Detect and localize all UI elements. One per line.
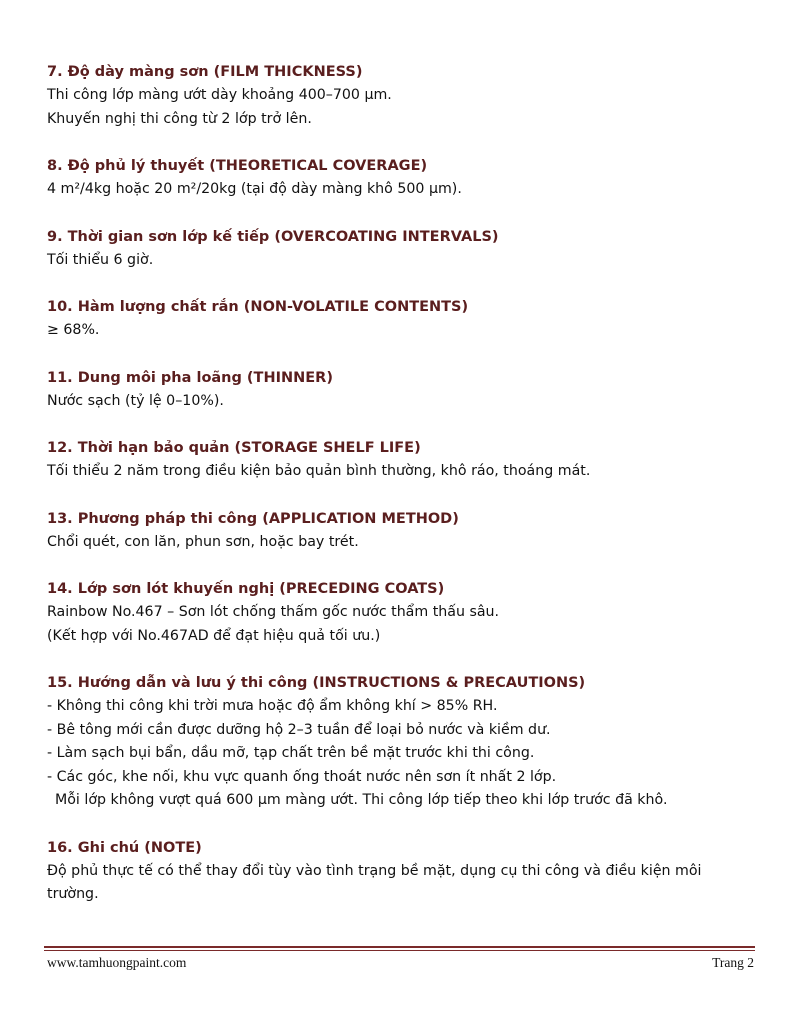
section-text: Thi công lớp màng ướt dày khoảng 400–700 µm. — [47, 87, 392, 103]
section-text: trường. — [47, 886, 99, 902]
footer-page-number: Trang 2 — [712, 955, 754, 970]
section-heading: 9. Thời gian sơn lớp kế tiếp (OVERCOATING INTERVALS) — [47, 228, 499, 245]
document-body — [47, 60, 767, 930]
section-theoretical-coverage — [47, 154, 767, 202]
section-text: Rainbow No.467 – Sơn lót chống thấm gốc nước thẩm thấu sâu. — [47, 604, 500, 620]
section-text: Độ phủ thực tế có thể thay đổi tùy vào tình trạng bề mặt, dụng cụ thi công và điều kiện môi — [47, 862, 702, 879]
section-heading: 14. Lớp sơn lót khuyến nghị (PRECEDING COATS) — [47, 581, 445, 597]
section-text: ≥ 68%. — [47, 322, 100, 338]
section-overcoating-intervals — [47, 225, 767, 273]
section-non-volatile-contents — [47, 295, 767, 343]
section-thinner — [47, 366, 767, 414]
section-heading: 7. Độ dày màng sơn (FILM THICKNESS) — [47, 64, 363, 80]
section-text: (Kết hợp với No.467AD để đạt hiệu quả tối ưu.) — [47, 627, 381, 644]
section-text: Khuyến nghị thi công từ 2 lớp trở lên. — [47, 110, 312, 127]
section-text: Mỗi lớp không vượt quá 600 µm màng ướt. Thi công lớp tiếp theo khi lớp trước đã khô. — [55, 792, 668, 808]
section-heading: 15. Hướng dẫn và lưu ý thi công (INSTRUCTIONS & PRECAUTIONS) — [47, 675, 586, 691]
section-heading: 11. Dung môi pha loãng (THINNER) — [47, 369, 333, 386]
section-application-method — [47, 507, 767, 555]
section-text: Tối thiểu 2 năm trong điều kiện bảo quản bình thường, khô ráo, thoáng mát. — [47, 463, 591, 479]
footer-divider — [44, 946, 755, 948]
section-heading: 13. Phương pháp thi công (APPLICATION METHOD) — [47, 510, 459, 527]
section-text: 4 m²/4kg hoặc 20 m²/20kg (tại độ dày màng khô 500 µm). — [47, 181, 462, 197]
section-heading: 16. Ghi chú (NOTE) — [47, 839, 202, 856]
section-text: - Không thi công khi trời mưa hoặc độ ẩm không khí > 85% RH. — [47, 698, 498, 714]
section-text: - Làm sạch bụi bẩn, dầu mỡ, tạp chất trên bề mặt trước khi thi công. — [47, 745, 535, 761]
section-instructions-precautions — [47, 671, 767, 813]
section-storage-shelf-life — [47, 436, 767, 484]
section-note — [47, 836, 767, 907]
section-text: - Các góc, khe nối, khu vực quanh ống thoát nước nên sơn ít nhất 2 lớp. — [47, 768, 557, 785]
footer-website: www.tamhuongpaint.com — [47, 955, 187, 970]
section-preceding-coats — [47, 577, 767, 648]
section-text: - Bê tông mới cần được dưỡng hộ 2–3 tuần để loại bỏ nước và kiềm dư. — [47, 721, 551, 738]
section-heading: 12. Thời hạn bảo quản (STORAGE SHELF LIFE) — [47, 440, 421, 456]
footer-divider-thin — [44, 950, 755, 951]
section-text: Chổi quét, con lăn, phun sơn, hoặc bay trét. — [47, 533, 359, 550]
section-heading: 8. Độ phủ lý thuyết (THEORETICAL COVERAGE) — [47, 158, 428, 174]
section-text: Nước sạch (tỷ lệ 0–10%). — [47, 392, 224, 409]
section-heading: 10. Hàm lượng chất rắn (NON-VOLATILE CONTENTS) — [47, 299, 469, 315]
section-text: Tối thiểu 6 giờ. — [47, 251, 154, 268]
section-film-thickness — [47, 60, 767, 131]
